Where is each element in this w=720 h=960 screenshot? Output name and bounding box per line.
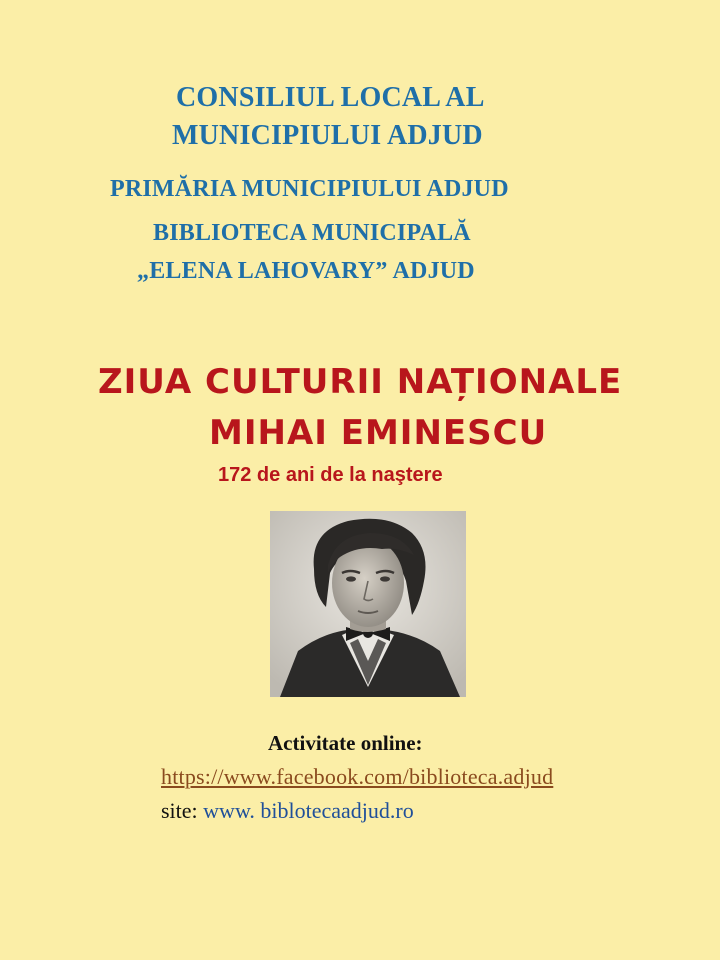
- header-line-library: BIBLIOTECA MUNICIPALĂ: [153, 220, 471, 246]
- event-anniversary: 172 de ani de la naştere: [218, 464, 443, 486]
- site-line: [161, 798, 414, 824]
- event-title: ZIUA CULTURII NAȚIONALE: [98, 362, 623, 402]
- portrait-photo: [270, 511, 466, 697]
- header-line-city-hall: PRIMĂRIA MUNICIPIULUI ADJUD: [110, 176, 509, 202]
- header-line-local-council: CONSILIUL LOCAL AL: [176, 82, 485, 113]
- facebook-link[interactable]: https://www.facebook.com/biblioteca.adjud: [161, 764, 554, 789]
- portrait-icon: [270, 511, 466, 697]
- site-label: site:: [161, 798, 198, 823]
- site-link[interactable]: www. biblotecaadjud.ro: [203, 798, 414, 823]
- header-line-library-name: „ELENA LAHOVARY” ADJUD: [137, 258, 475, 284]
- header-line-municipality: MUNICIPIULUI ADJUD: [172, 120, 483, 151]
- event-subtitle: MIHAI EMINESCU: [209, 413, 548, 453]
- activity-label: Activitate online:: [268, 731, 423, 755]
